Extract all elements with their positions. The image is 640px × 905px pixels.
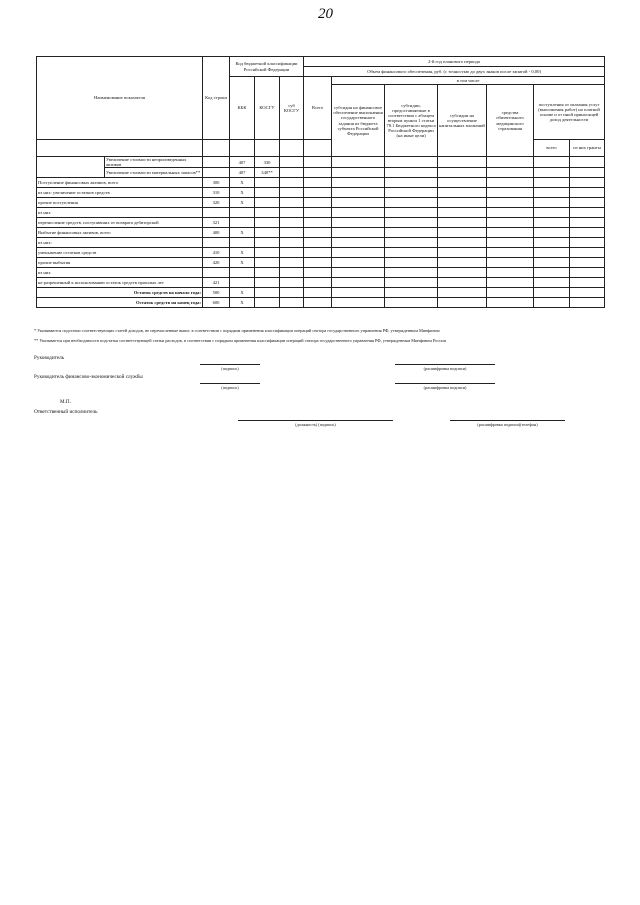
row-name: уменьшение остатков средств [37, 248, 203, 258]
caption-decode-phone: (расшифровка подписи)(телефон) [477, 422, 538, 427]
table-row [37, 268, 605, 278]
row-kbk: X [230, 228, 255, 238]
row-name: Выбытие финансовых активов, всего [37, 228, 203, 238]
row-kbk [230, 208, 255, 218]
hdr-period: 2-й год планового периода [304, 57, 605, 67]
hdr-code: Код строки [203, 57, 230, 140]
row-name: из них [37, 268, 203, 278]
row-code: 500 [203, 288, 230, 298]
row-kbk: 407 [230, 168, 255, 178]
hdr-c1: субсидия на финансовое обеспечение выполнения государственного задания из бюджета субъекта Российской Федерации [332, 85, 385, 157]
row-code: 421 [203, 278, 230, 288]
row-kosgu [255, 218, 280, 228]
hdr-c5-grants: из них гранты [570, 140, 605, 157]
row-kosgu [255, 278, 280, 288]
hdr-c2: субсидии, предоставляемые в соответствии с абзацем вторым пункта 1 статьи 78.1 Бюджетного кодекса Российской Федерации (на иные цели) [385, 85, 438, 157]
row-name: из них: увеличение остатков средств [37, 188, 203, 198]
row-code [203, 268, 230, 278]
page-number: 20 [318, 6, 333, 22]
row-name: из них: [37, 238, 203, 248]
line-executor [238, 420, 393, 421]
hdr-sub-kosgu: суб КОСГУ [280, 77, 304, 140]
row-name: Увеличение стоимости непроизведенных активов [105, 157, 203, 168]
row-code [203, 157, 230, 168]
table-row [37, 288, 605, 298]
row-kbk: X [230, 188, 255, 198]
row-code: 400 [203, 228, 230, 238]
row-kbk [230, 278, 255, 288]
row-name: Увеличение стоимости материальных запасов** [105, 168, 203, 178]
row-name: не разрешенный к использованию остаток средств прошлых лет [37, 278, 203, 288]
row-code: 410 [203, 248, 230, 258]
row-kosgu [255, 248, 280, 258]
row-name: перечисление средств, поступивших от возврата дебиторской [37, 218, 203, 228]
row-kosgu [255, 258, 280, 268]
row-name: прочие выбытия [37, 258, 203, 268]
hdr-kbk: КБК [230, 77, 255, 140]
caption-position: (должность) (подпись) [295, 422, 336, 427]
row-code [203, 168, 230, 178]
row-kbk [230, 268, 255, 278]
line-head-decode [395, 364, 495, 365]
caption-decode-1: (расшифровка подписи) [423, 366, 467, 371]
row-kosgu [255, 268, 280, 278]
label-head: Руководитель [34, 355, 65, 361]
table-row [37, 188, 605, 198]
line-fin-decode [395, 383, 495, 384]
row-kosgu [255, 288, 280, 298]
row-kosgu: 340** [255, 168, 280, 178]
hdr-c5-total: всего [534, 140, 570, 157]
row-kbk: X [230, 178, 255, 188]
caption-sign-1: (подпись) [221, 366, 239, 371]
row-kosgu [255, 188, 280, 198]
label-fin-head: Руководитель финансово-экономической службы [34, 374, 143, 380]
row-kosgu [255, 178, 280, 188]
hdr-kosgu: КОСГУ [255, 77, 280, 140]
line-head-sign [200, 364, 260, 365]
table-row [37, 198, 605, 208]
line-fin-sign [200, 383, 260, 384]
row-kosgu [255, 198, 280, 208]
row-kbk: X [230, 258, 255, 268]
hdr-name: Наименование показателя [37, 57, 203, 140]
footnote-1: * Указываются подстатьи соответствующих статей доходов, не перечисленные выше, в соответствии с порядком применения классификации операций сектора государственного управления РФ, утвержденным Минфином [34, 328, 440, 333]
hdr-budget-code: Код бюджетной классификации Российской Федерации [230, 57, 304, 77]
row-kbk [230, 218, 255, 228]
label-executor: Ответственный исполнитель [34, 409, 98, 415]
row-code: 300 [203, 178, 230, 188]
table-row [37, 298, 605, 308]
row-code [203, 208, 230, 218]
row-kosgu [255, 228, 280, 238]
hdr-incl: в том числе [332, 77, 605, 85]
row-kbk [230, 238, 255, 248]
row-code [203, 238, 230, 248]
caption-decode-2: (расшифровка подписи) [423, 385, 467, 390]
table-row [37, 238, 605, 248]
row-kbk: 407 [230, 157, 255, 168]
table-row [37, 178, 605, 188]
hdr-c5: поступления от оказания услуг (выполнения работ) на платной основе и от иной приносящей доход деятельности [534, 85, 605, 140]
row-code: 420 [203, 258, 230, 268]
row-code: 320 [203, 198, 230, 208]
row-code: 310 [203, 188, 230, 198]
row-name: Остаток средств на конец года: [37, 298, 203, 308]
hdr-total: Всего [304, 77, 332, 140]
row-code: 321 [203, 218, 230, 228]
row-name: прочие поступления [37, 198, 203, 208]
row-name: Поступление финансовых активов, всего [37, 178, 203, 188]
row-kbk: X [230, 298, 255, 308]
table-row [37, 278, 605, 288]
row-kosgu [255, 298, 280, 308]
caption-sign-2: (подпись) [221, 385, 239, 390]
stamp-place: М.П. [60, 399, 71, 405]
row-kbk: X [230, 288, 255, 298]
line-executor-decode [450, 420, 565, 421]
table-row [37, 248, 605, 258]
table-row [37, 228, 605, 238]
row-kbk: X [230, 248, 255, 258]
table-row [37, 208, 605, 218]
hdr-volume: Объем финансового обеспечения, руб. (с точностью до двух знаков после запятой - 0,00) [304, 67, 605, 77]
financial-table [36, 56, 605, 308]
row-kosgu [255, 238, 280, 248]
row-kosgu [255, 208, 280, 218]
hdr-c3: субсидии на осуществление капитальных вложений [438, 85, 487, 157]
row-kbk: X [230, 198, 255, 208]
table-row [37, 218, 605, 228]
row-kosgu: 330 [255, 157, 280, 168]
row-code: 600 [203, 298, 230, 308]
footnote-2: ** Указывается при необходимости подстатья соответствующей статьи расходов, в соответствии с порядком применения классификации операций сектора государственного управления РФ, утвержденным Минфином России [34, 338, 446, 343]
hdr-c4: средства обязательного медицинского страхования [487, 85, 534, 157]
row-name: из них [37, 208, 203, 218]
row-name: Остаток средств на начало года: [37, 288, 203, 298]
table-row [37, 258, 605, 268]
